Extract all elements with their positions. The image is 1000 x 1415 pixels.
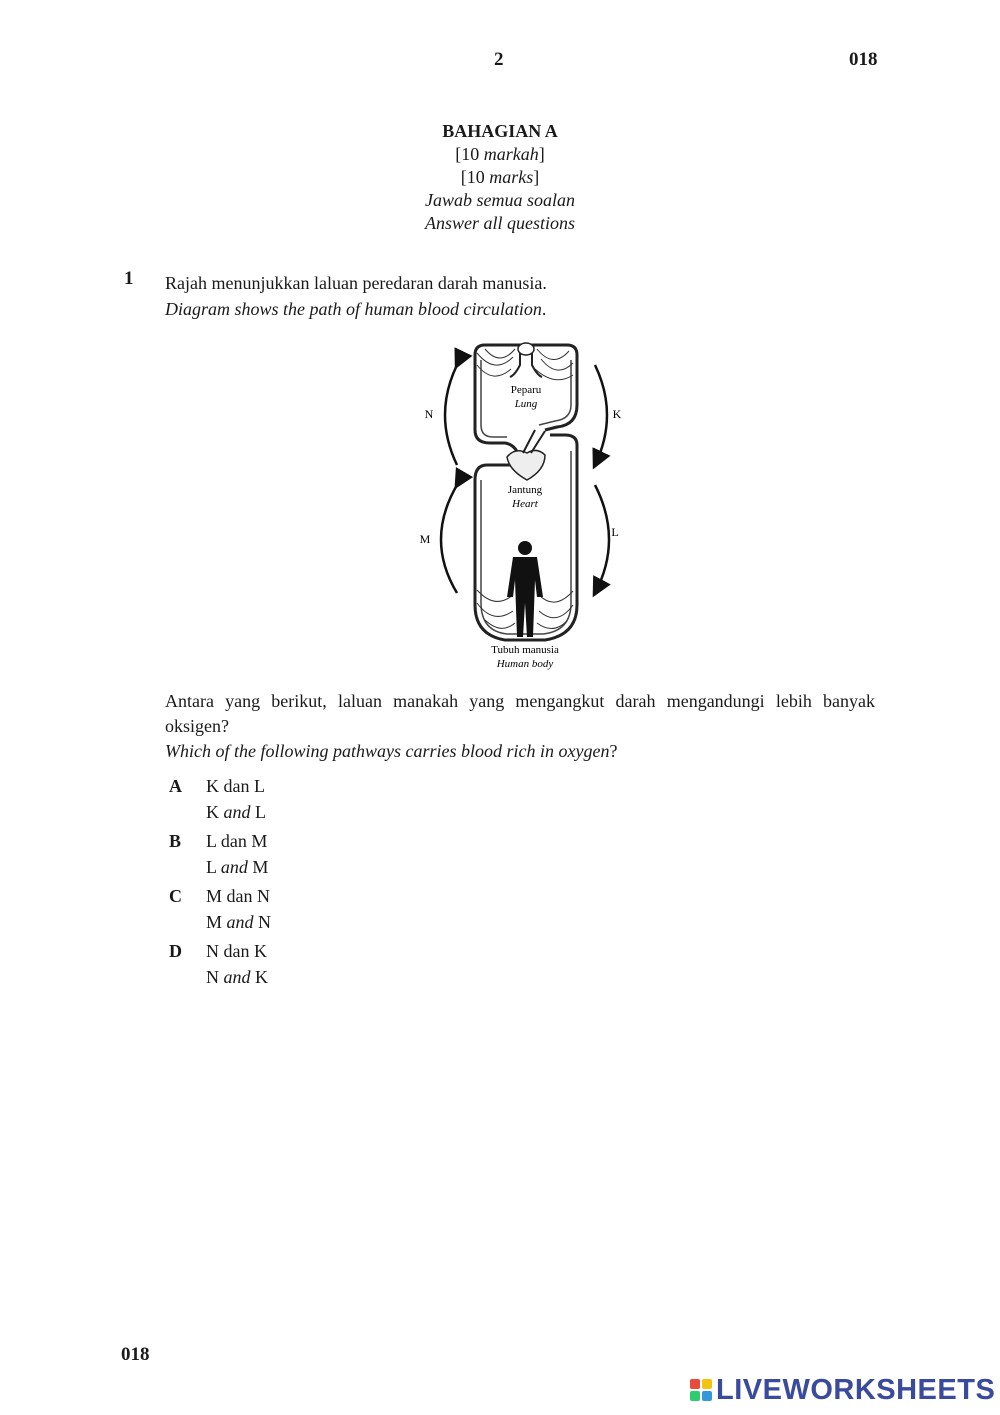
circulation-diagram-svg [405,335,645,675]
marks-en: [10 marks] [460,167,540,187]
arrow-l [595,485,609,593]
path-label-l: L [611,525,619,539]
paper-code-header: 018 [849,49,878,70]
instruction-en: Answer all questions [424,213,575,233]
option-b[interactable]: L dan M L and M [206,831,269,877]
marks-ms: [10 markah] [455,144,545,164]
option-letter-b[interactable]: B [169,831,182,851]
path-label-m: M [419,532,431,546]
intro-en: Diagram shows the path of human blood circulation. [165,299,547,319]
option-letter-a[interactable]: A [169,776,182,796]
path-label-n: N [424,407,434,421]
question-intro [165,270,547,322]
paper-code-footer: 018 [121,1344,150,1365]
stem-en: Which of the following pathways carries blood rich in oxygen? [165,741,618,761]
option-d[interactable]: N dan K N and K [206,941,268,987]
section-heading [0,120,1000,235]
path-label-k: K [612,407,622,421]
stem-ms: Antara yang berikut, laluan manakah yang mengangkut darah mengandungi lebih banyak oksigen? [165,691,875,736]
circulation-diagram [405,335,645,675]
arrow-n [445,365,457,465]
human-figure-icon [507,541,543,637]
question-stem [165,689,875,764]
lung-label-en: Lung [514,398,538,410]
logo-grid-icon [690,1379,712,1401]
arrow-k [595,365,607,465]
section-title: BAHAGIAN A [442,121,558,141]
option-a[interactable]: K dan L K and L [206,776,266,822]
liveworksheets-logo[interactable] [690,1372,995,1408]
option-letter-c[interactable]: C [169,886,182,906]
brand-name: LIVEWORKSHEETS [716,1373,996,1406]
option-letter-d[interactable]: D [169,941,182,961]
heart-label-en: Heart [512,498,538,510]
body-label-en: Human body [496,658,554,670]
question-number: 1 [124,268,134,289]
option-c[interactable]: M dan N M and N [206,886,272,932]
instruction-ms: Jawab semua soalan [425,190,575,210]
heart-shape [507,450,545,480]
body-label-ms: Tubuh manusia [491,644,559,656]
lung-label-ms: Peparu [510,384,542,396]
arrow-m [441,485,457,593]
intro-ms: Rajah menunjukkan laluan peredaran darah manusia. [165,273,547,293]
heart-label-ms: Jantung [507,484,543,496]
page-number: 2 [494,49,504,70]
